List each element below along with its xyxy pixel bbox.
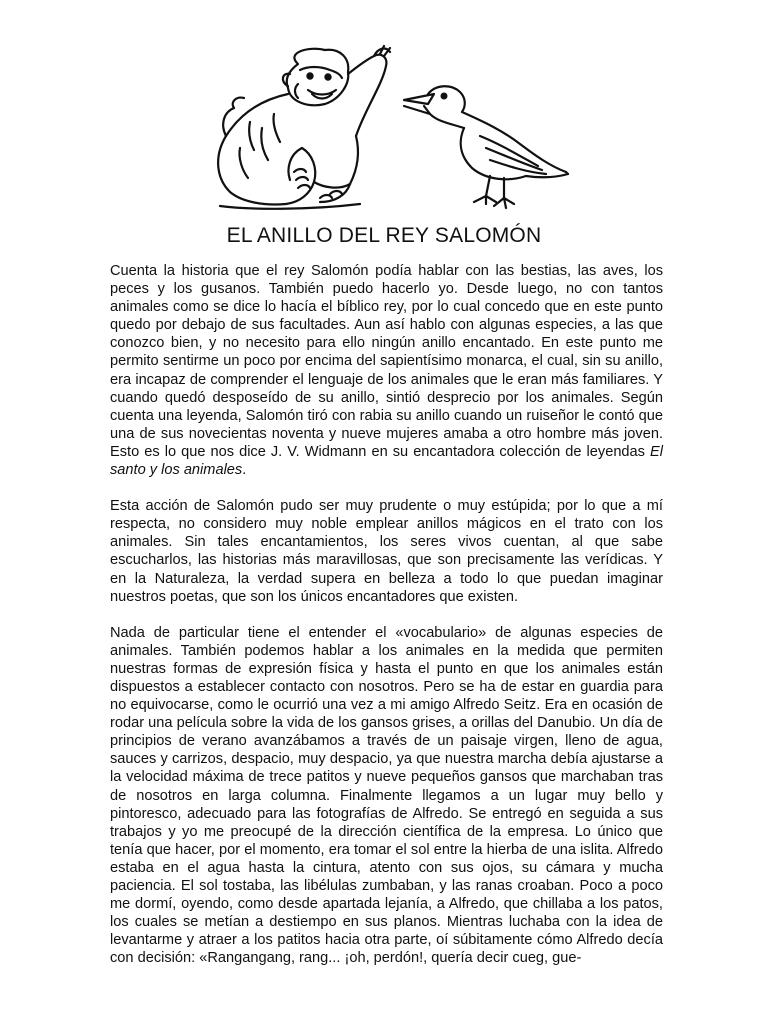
paragraph-3: Nada de particular tiene el entender el «vocabulario» de algunas especies de animales. También podemos hablar a los animales en la medida que permiten nuestras formas de expresión física y hasta el punto en que los animales están dispuestos a establecer contacto con nosotros. Pero se ha de estar en guardia para no equivocarse, como le ocurrió una vez a mi amigo Alfredo Seitz. Era en ocasión de rodar una película sobre la vida de los gansos grises, a orillas del Danubio. Un día de principios de verano avanzábamos a través de un paisaje virgen, lleno de agua, sauces y carrizos, despacio, muy despacio, ya que nuestra marcha debía ajustarse a la velocidad máxima de trece patitos y nueve pequeños gansos que marchaban tras de nosotros en larga columna. Finalmente llegamos a un lugar muy bello y pintoresco, adecuado para las fotografías de Alfredo. Se entregó en seguida a sus trabajos y yo me preocupé de la dirección científica de la empresa. Lo único que tenía que hacer, por el momento, era tomar el sol entre la hierba de una islita. Alfredo estaba en el agua hasta la cintura, atento con sus ojos, su cámara y mucha paciencia. El sol tostaba, las libélulas zumbaban, y las ranas croaban. Poco a poco me dormí, oyendo, como desde apartada lejanía, a Alfredo, que chillaba a los patos, los cuales se metían a destiempo en sus planos. Mientras luchaba con la idea de levantarme y atraer a los patitos hacia otra parte, oí súbitamente cómo Alfredo decía con decisión: «Rangangang, rang... ¡oh, perdón!, quería decir cueg, gue- [110, 624, 663, 967]
document-title: EL ANILLO DEL REY SALOMÓN [226, 224, 542, 247]
book-title: El santo y los animales [110, 443, 663, 479]
chimp-and-crow-drawing [190, 44, 570, 214]
paragraph-1-text: Cuenta la historia que el rey Salomón podía hablar con las bestias, las aves, los peces y los gusanos. También puedo hacerlo yo. Desde luego, no con tantos animales como se dice lo hacía el bíblico rey, por lo cual concedo que en este punto quedo por debajo de sus facultades. Aun así hablo con algunas especies, a las que conozco bien, y no necesito para ello ningún anillo encantado. En este punto me permito sentirme un poco por encima del sapientísimo monarca, el cual, sin su anillo, era incapaz de comprender el lenguaje de los animales que le eran más familiares. Y cuando quedó desposeído de su anillo, sintió desprecio por los animales. Según cuenta una leyenda, Salomón tiró con rabia su anillo cuando un ruiseñor le contó que una de sus novecientas noventa y nueve mujeres amaba a otro hombre más joven. Esto es lo que nos dice J. V. Widmann en su encantadora colección de leyendas [110, 263, 663, 460]
body-text [110, 262, 663, 967]
paragraph-2: Esta acción de Salomón pudo ser muy prudente o muy estúpida; por lo que a mí respecta, no considero muy noble emplear anillos mágicos en el trato con los animales. Sin tales encantamientos, los seres vivos cuentan, al que sabe escucharlos, las historias más maravillosas, que son precisamente las verídicas. Y en la Naturaleza, la verdad supera en belleza a todo lo que puedan imaginar nuestros poetas, que son los únicos encantadores que existen. [110, 498, 663, 605]
crow-figure [404, 86, 568, 208]
illustration [190, 44, 570, 214]
paragraph-1-end: . [242, 462, 247, 479]
chimpanzee-figure [218, 46, 390, 209]
paragraph-1 [110, 262, 663, 479]
